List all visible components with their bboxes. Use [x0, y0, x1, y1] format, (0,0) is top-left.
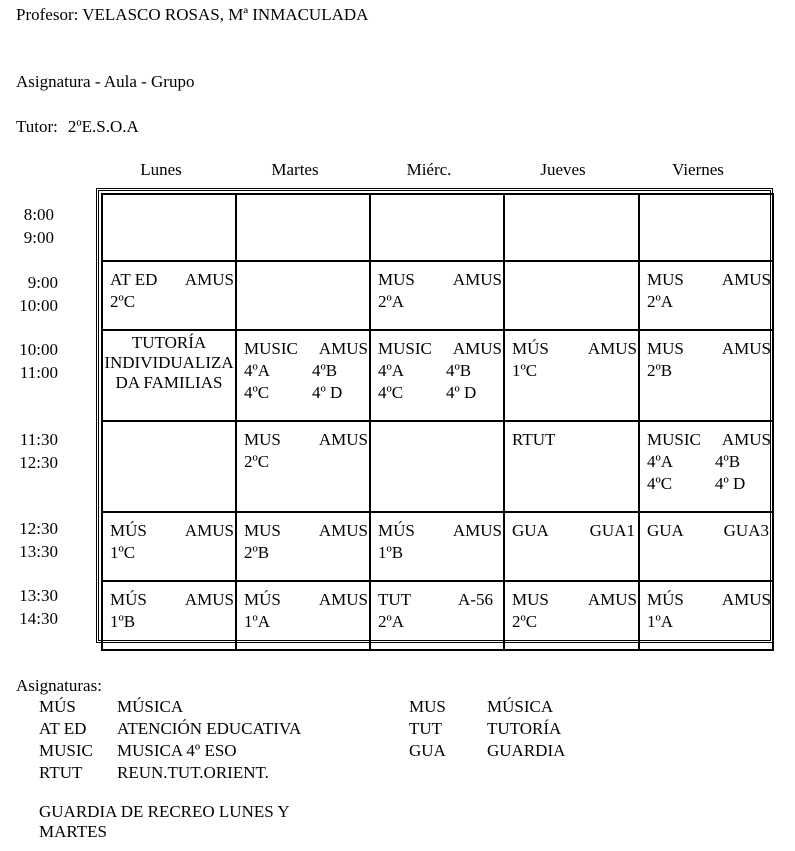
group-code: 2ºB: [647, 361, 673, 380]
legend-item: [39, 718, 301, 740]
room-code: A-56: [458, 590, 493, 609]
subject-code: MUSIC: [647, 430, 701, 449]
room-code: AMUS: [452, 270, 502, 289]
day-header-jueves: Jueves: [540, 160, 586, 179]
subject-code: AT ED: [110, 270, 158, 289]
cell-viernes-r0: [639, 194, 773, 261]
group-code: 1ºA: [647, 612, 674, 631]
cell-viernes-r5: [639, 581, 773, 650]
subject-code: MUSIC: [378, 339, 432, 358]
legend-code: GUA: [409, 741, 446, 760]
subject-code: MÚS: [110, 590, 147, 609]
tutoria-individualizada-text: [103, 333, 235, 393]
group-code: 2ºA: [378, 612, 405, 631]
subject-code: MUS: [647, 339, 684, 358]
cell-viernes-r1: [639, 261, 773, 330]
subject-code: MUS: [512, 590, 549, 609]
group-code: 1ºA: [244, 612, 271, 631]
room-code: AMUS: [452, 521, 502, 540]
cell-lunes-r4: [102, 512, 236, 581]
room-code: AMUS: [721, 590, 771, 609]
cell-miercoles-r1: [370, 261, 504, 330]
room-code: AMUS: [318, 339, 368, 358]
cell-jueves-r1: [504, 261, 639, 330]
subject-code: MÚS: [512, 339, 549, 358]
subject-code: GUA: [647, 521, 684, 540]
tutoria-line-3: DA FAMILIAS: [115, 373, 223, 392]
legend-item: [409, 718, 561, 740]
room-code: GUA1: [589, 521, 635, 540]
subject-code: TUT: [378, 590, 412, 609]
legend-item: [39, 762, 269, 784]
cell-viernes-r4: [639, 512, 773, 581]
legend-item: [39, 740, 237, 762]
cell-martes-r5: [236, 581, 370, 650]
cell-martes-r2: [236, 330, 370, 421]
cell-lunes-r2: [102, 330, 236, 421]
room-code: GUA3: [723, 521, 769, 540]
room-code: AMUS: [721, 339, 771, 358]
schedule-row: [102, 512, 773, 581]
group-code: 4ºB: [446, 361, 472, 380]
cell-lunes-r3: [102, 421, 236, 512]
time-start-6: 13:30: [19, 586, 58, 605]
cell-miercoles-r4: [370, 512, 504, 581]
room-code: AMUS: [318, 430, 368, 449]
tutor-line: [16, 117, 139, 137]
cell-jueves-r5: [504, 581, 639, 650]
subject-code: RTUT: [512, 430, 556, 449]
room-code: AMUS: [318, 521, 368, 540]
group-code: 2ºA: [647, 292, 674, 311]
cell-jueves-r3: [504, 421, 639, 512]
cell-jueves-r0: [504, 194, 639, 261]
legend-title: Asignaturas:: [16, 676, 102, 695]
schedule-grid: [101, 193, 774, 651]
day-header-viernes: Viernes: [672, 160, 724, 179]
recreo-note-line2: MARTES: [39, 822, 107, 841]
group-code: 2ºC: [512, 612, 538, 631]
subject-code: GUA: [512, 521, 549, 540]
group-code: 2ºB: [244, 543, 270, 562]
group-code: 4ºC: [647, 474, 673, 493]
cell-viernes-r2: [639, 330, 773, 421]
time-end-5: 13:30: [19, 542, 58, 561]
time-end-3: 11:00: [19, 363, 58, 382]
group-code: 4º D: [312, 383, 343, 402]
legend-item: [39, 696, 183, 718]
tutoria-line-2: INDIVIDUALIZA: [104, 353, 234, 372]
subject-code: MUS: [244, 430, 281, 449]
subject-code: MÚS: [110, 521, 147, 540]
day-header-miercoles: Miérc.: [406, 160, 452, 179]
schedule-row: [102, 194, 773, 261]
time-end-2: 10:00: [19, 296, 58, 315]
legend-desc: MÚSICA: [117, 697, 184, 716]
legend-code: MUSIC: [39, 741, 93, 760]
group-code: 4ºA: [647, 452, 674, 471]
group-code: 4ºB: [312, 361, 338, 380]
time-end-4: 12:30: [19, 453, 58, 472]
page-subtitle: Asignatura - Aula - Grupo: [16, 72, 195, 91]
cell-lunes-r1: [102, 261, 236, 330]
group-code: 2ºC: [244, 452, 270, 471]
group-code: 1ºC: [512, 361, 538, 380]
time-end-6: 14:30: [19, 609, 58, 628]
cell-miercoles-r3: [370, 421, 504, 512]
group-code: 4º D: [446, 383, 477, 402]
room-code: AMUS: [184, 521, 234, 540]
cell-lunes-r5: [102, 581, 236, 650]
cell-miercoles-r5: [370, 581, 504, 650]
subject-code: MUSIC: [244, 339, 298, 358]
legend-desc: MÚSICA: [487, 697, 554, 716]
legend-desc: GUARDIA: [487, 741, 566, 760]
legend-code: AT ED: [39, 719, 87, 738]
legend-code: TUT: [409, 719, 443, 738]
tutoria-line-1: TUTORÍA: [131, 333, 207, 352]
room-code: AMUS: [587, 590, 637, 609]
legend-code: MÚS: [39, 697, 76, 716]
cell-miercoles-r0: [370, 194, 504, 261]
time-start-4: 11:30: [19, 430, 58, 449]
time-start-3: 10:00: [19, 340, 58, 359]
group-code: 2ºC: [110, 292, 136, 311]
cell-miercoles-r2: [370, 330, 504, 421]
time-start-1: 8:00: [23, 205, 54, 224]
cell-martes-r1: [236, 261, 370, 330]
group-code: 1ºB: [110, 612, 136, 631]
group-code: 1ºB: [378, 543, 404, 562]
schedule-row: [102, 330, 773, 421]
time-start-5: 12:30: [19, 519, 58, 538]
legend-code: RTUT: [39, 763, 83, 782]
subject-code: MUS: [378, 270, 415, 289]
legend-desc: MUSICA 4º ESO: [117, 741, 237, 760]
group-code: 4ºC: [244, 383, 270, 402]
cell-martes-r3: [236, 421, 370, 512]
room-code: AMUS: [587, 339, 637, 358]
cell-viernes-r3: [639, 421, 773, 512]
room-code: AMUS: [184, 590, 234, 609]
schedule-row: [102, 581, 773, 650]
day-header-martes: Martes: [271, 160, 319, 179]
time-end-1: 9:00: [23, 228, 54, 247]
day-header-lunes: Lunes: [140, 160, 182, 179]
subject-code: MUS: [647, 270, 684, 289]
subject-code: MÚS: [647, 590, 684, 609]
cell-lunes-r0: [102, 194, 236, 261]
group-code: 4º D: [715, 474, 746, 493]
legend-item: [409, 740, 565, 762]
legend-desc: TUTORÍA: [487, 719, 562, 738]
tutor-value: 2ºE.S.O.A: [67, 117, 139, 136]
subject-code: MÚS: [244, 590, 281, 609]
group-code: 1ºC: [110, 543, 136, 562]
room-code: AMUS: [721, 270, 771, 289]
group-code: 4ºB: [715, 452, 741, 471]
room-code: AMUS: [318, 590, 368, 609]
schedule-row: [102, 261, 773, 330]
tutor-label: Tutor:: [16, 117, 58, 136]
group-code: 4ºA: [244, 361, 271, 380]
group-code: 4ºA: [378, 361, 405, 380]
subject-code: MÚS: [378, 521, 415, 540]
profesor-title: Profesor: VELASCO ROSAS, Mª INMACULADA: [16, 5, 369, 24]
legend-desc: ATENCIÓN EDUCATIVA: [117, 719, 302, 738]
room-code: AMUS: [184, 270, 234, 289]
subject-code: MUS: [244, 521, 281, 540]
cell-jueves-r2: [504, 330, 639, 421]
room-code: AMUS: [721, 430, 771, 449]
cell-martes-r4: [236, 512, 370, 581]
recreo-note-line1: GUARDIA DE RECREO LUNES Y: [39, 802, 290, 821]
room-code: AMUS: [452, 339, 502, 358]
legend-item: [409, 696, 553, 718]
group-code: 2ºA: [378, 292, 405, 311]
legend-desc: REUN.TUT.ORIENT.: [117, 763, 269, 782]
schedule-row: [102, 421, 773, 512]
time-start-2: 9:00: [27, 273, 58, 292]
cell-jueves-r4: [504, 512, 639, 581]
group-code: 4ºC: [378, 383, 404, 402]
legend-code: MUS: [409, 697, 446, 716]
cell-martes-r0: [236, 194, 370, 261]
